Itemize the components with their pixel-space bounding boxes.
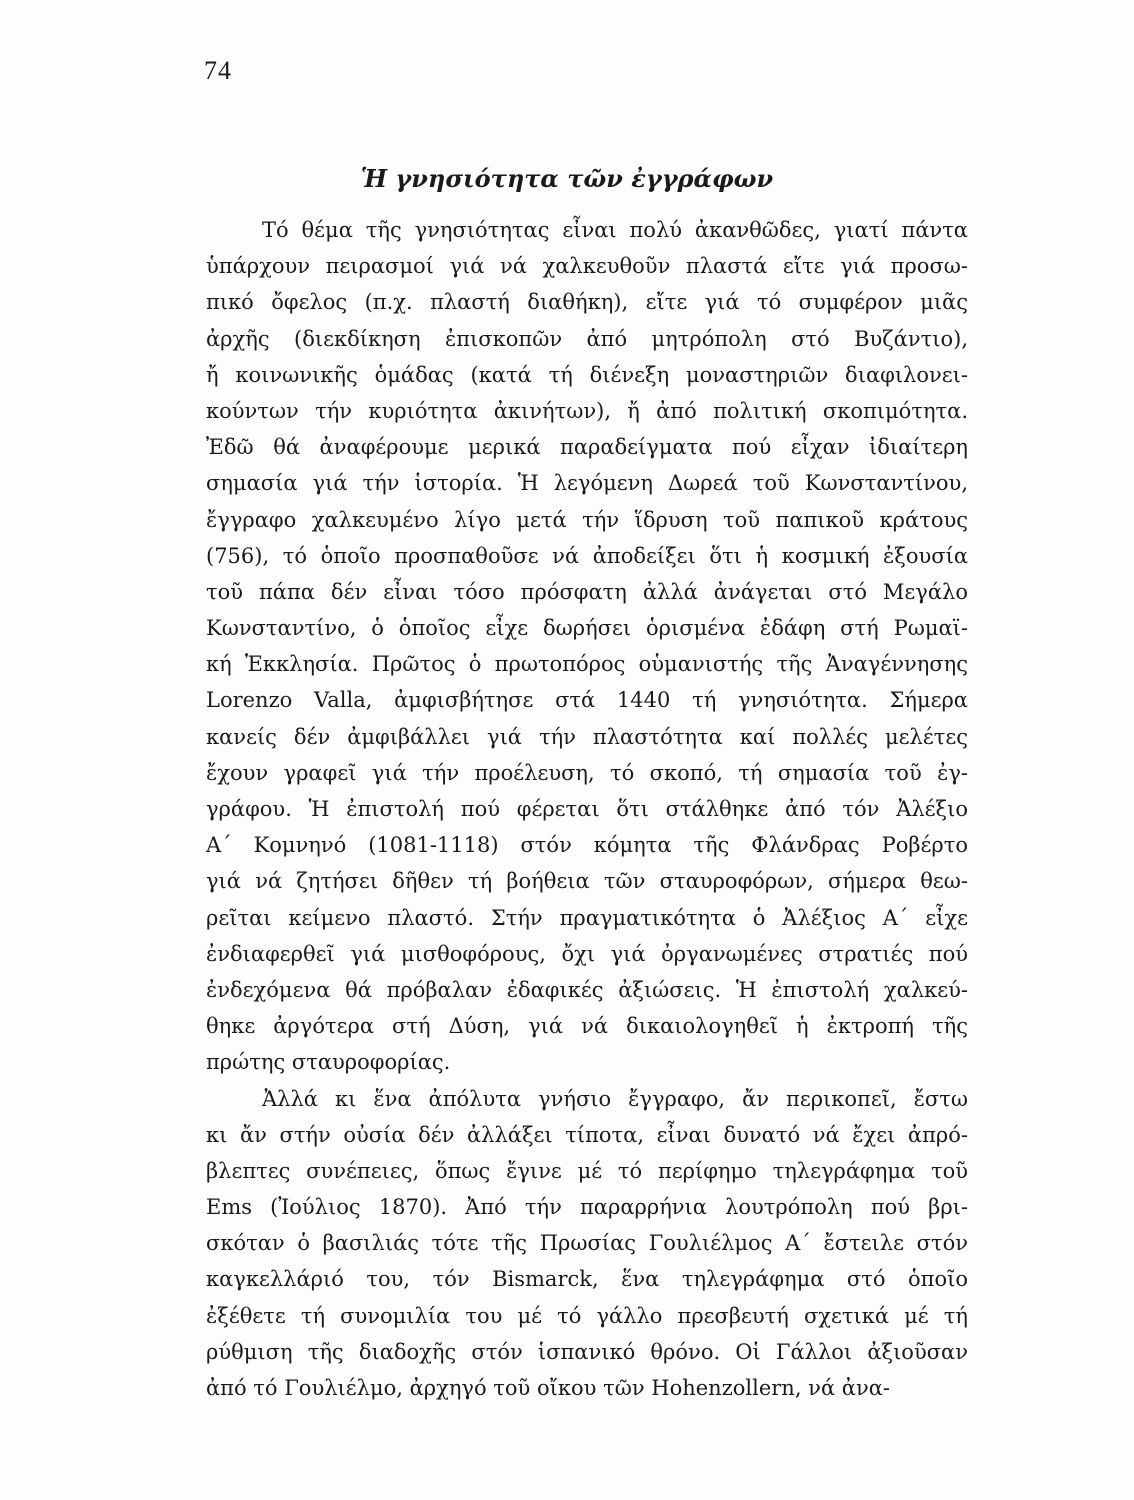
- text-line: τοῦ πάπα δέν εἶναι τόσο πρόσφατη ἀλλά ἀνάγεται στό Μεγάλο: [206, 579, 968, 604]
- text-line: κανείς δέν ἀμφιβάλλει γιά τήν πλαστότητα καί πολλές μελέτες: [206, 724, 968, 749]
- text-line: ρεῖται κείμενο πλαστό. Στήν πραγματικότητα ὁ Ἀλέξιος Α΄ εἶχε: [206, 905, 968, 930]
- text-line: ἐνδιαφερθεῖ γιά μισθοφόρους, ὄχι γιά ὀργανωμένες στρατιές πού: [206, 941, 968, 966]
- text-line: Α΄ Κομνηνό (1081-1118) στόν κόμητα τῆς Φλάνδρας Ροβέρτο: [206, 833, 968, 858]
- text-line: Lorenzo Valla, ἀμφισβήτησε στά 1440 τή γνησιότητα. Σήμερα: [206, 688, 968, 713]
- text-line: θηκε ἀργότερα στή Δύση, γιά νά δικαιολογηθεῖ ἡ ἐκτροπή τῆς: [206, 1014, 968, 1039]
- text-line: πικό ὄφελος (π.χ. πλαστή διαθήκη), εἴτε γιά τό συμφέρον μιᾶς: [206, 290, 968, 315]
- paragraph-2: [206, 1081, 968, 1407]
- text-line: Ems (Ἰούλιος 1870). Ἀπό τήν παραρρήνια λουτρόπολη πού βρι-: [206, 1195, 968, 1220]
- paragraph-1: [206, 212, 968, 1081]
- text-line: ρύθμιση τῆς διαδοχῆς στόν ἱσπανικό θρόνο. Οἱ Γάλλοι ἀξιοῦσαν: [206, 1339, 968, 1364]
- text-line: ἀρχῆς (διεκδίκηση ἐπισκοπῶν ἀπό μητρόπολη στό Βυζάντιο),: [206, 326, 968, 351]
- text-line: ἤ κοινωνικῆς ὁμάδας (κατά τή διένεξη μοναστηριῶν διαφιλονει-: [206, 362, 968, 387]
- text-line: κούντων τήν κυριότητα ἀκινήτων), ἤ ἀπό πολιτική σκοπιμότητα.: [206, 398, 968, 423]
- body-text: [206, 212, 968, 1406]
- text-line: γράφου. Ἡ ἐπιστολή πού φέρεται ὅτι στάλθηκε ἀπό τόν Ἀλέξιο: [206, 797, 968, 821]
- section-heading: Ἡ γνησιότητα τῶν ἐγγράφων: [360, 164, 774, 193]
- text-line: Ἐδῶ θά ἀναφέρουμε μερικά παραδείγματα πού εἶχαν ἰδιαίτερη: [206, 435, 968, 460]
- text-line: ἐνδεχόμενα θά πρόβαλαν ἐδαφικές ἀξιώσεις. Ἡ ἐπιστολή χαλκεύ-: [206, 977, 968, 1002]
- text-line: βλεπτες συνέπειες, ὅπως ἔγινε μέ τό περίφημο τηλεγράφημα τοῦ: [206, 1158, 968, 1183]
- text-line: καγκελλάριό του, τόν Bismarck, ἕνα τηλεγράφημα στό ὁποῖο: [206, 1267, 968, 1292]
- text-line: Τό θέμα τῆς γνησιότητας εἶναι πολύ ἀκανθῶδες, γιατί πάντα: [262, 218, 968, 242]
- text-line: κή Ἐκκλησία. Πρῶτος ὁ πρωτοπόρος οὑμανιστής τῆς Ἀναγέννησης: [206, 652, 968, 677]
- text-line: ἀπό τό Γουλιέλμο, ἀρχηγό τοῦ οἴκου τῶν Hohenzollern, νά ἀνα-: [206, 1376, 891, 1400]
- text-line: γιά νά ζητήσει δῆθεν τή βοήθεια τῶν σταυροφόρων, σήμερα θεω-: [206, 869, 968, 894]
- text-line: κι ἄν στήν οὐσία δέν ἀλλάξει τίποτα, εἶναι δυνατό νά ἔχει ἀπρό-: [206, 1122, 968, 1147]
- text-line: Κωνσταντίνο, ὁ ὁποῖος εἶχε δωρήσει ὁρισμένα ἐδάφη στή Ρωμαϊ-: [206, 616, 968, 641]
- text-line: ἐξέθετε τή συνομιλία του μέ τό γάλλο πρεσβευτή σχετικά μέ τή: [206, 1303, 968, 1328]
- text-line: Ἀλλά κι ἕνα ἀπόλυτα γνήσιο ἔγγραφο, ἄν περικοπεῖ, ἔστω: [262, 1086, 968, 1111]
- page-number: 74: [204, 56, 232, 85]
- text-line: ἔχουν γραφεῖ γιά τήν προέλευση, τό σκοπό, τή σημασία τοῦ ἐγ-: [206, 760, 968, 785]
- text-line: (756), τό ὁποῖο προσπαθοῦσε νά ἀποδείξει ὅτι ἡ κοσμική ἐξουσία: [206, 543, 968, 568]
- text-line: ἔγγραφο χαλκευμένο λίγο μετά τήν ἵδρυση τοῦ παπικοῦ κράτους: [206, 507, 968, 532]
- text-line: σκόταν ὁ βασιλιάς τότε τῆς Πρωσίας Γουλιέλμος Α΄ ἔστειλε στόν: [206, 1231, 968, 1256]
- text-line: σημασία γιά τήν ἱστορία. Ἡ λεγόμενη Δωρεά τοῦ Κωνσταντίνου,: [206, 471, 968, 496]
- text-line: πρώτης σταυροφορίας.: [206, 1050, 451, 1075]
- text-line: ὑπάρχουν πειρασμοί γιά νά χαλκευθοῦν πλαστά εἴτε γιά προσω-: [206, 254, 968, 279]
